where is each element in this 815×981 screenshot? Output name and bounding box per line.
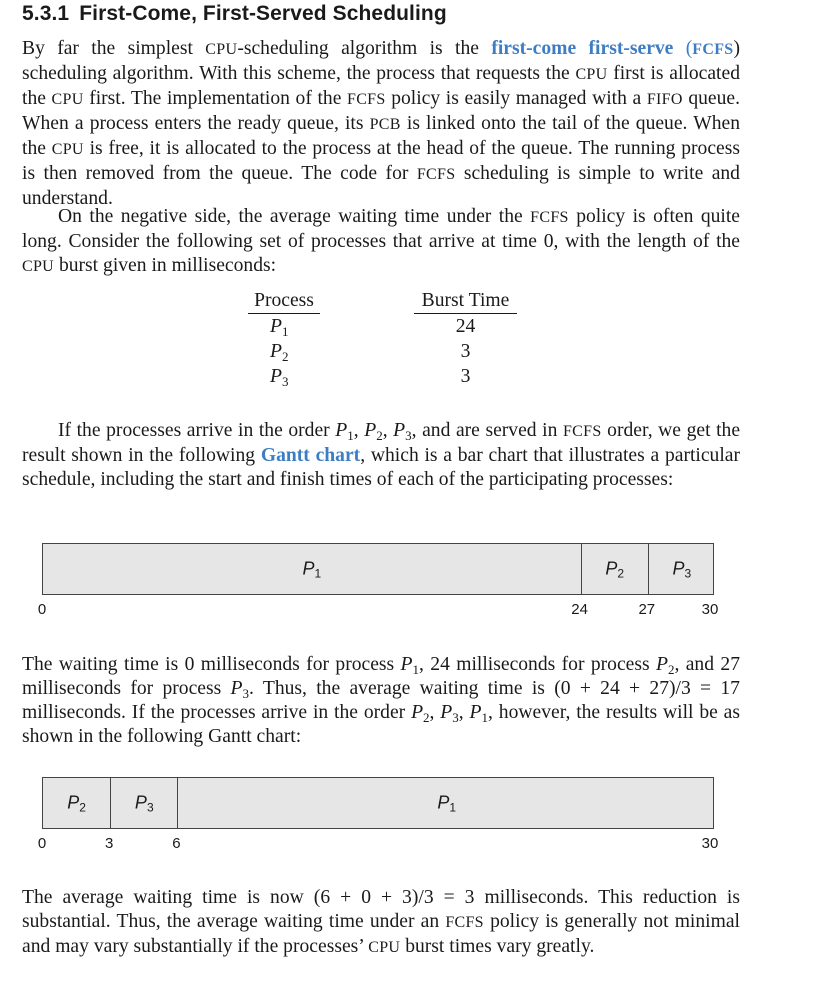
process-name: P <box>656 654 668 675</box>
text: policy is easily managed with a <box>391 88 642 109</box>
text: , <box>353 420 359 441</box>
process-name: P <box>437 792 450 813</box>
process-subscript: 3 <box>242 686 250 701</box>
text: , <box>458 702 464 723</box>
process-subscript: 1 <box>412 662 419 677</box>
acronym-fcfs: FCFS <box>347 91 386 108</box>
gantt-bar-label <box>437 793 456 814</box>
acronym-cpu: CPU <box>368 939 401 956</box>
process-name: P <box>411 702 424 723</box>
text: first. The implementation of the <box>89 88 342 109</box>
text: ( <box>685 38 693 59</box>
gantt-tick-label: 24 <box>571 601 588 618</box>
acronym-fcfs: FCFS <box>416 166 456 183</box>
process-name: P <box>672 558 685 579</box>
process-subscript: 1 <box>449 800 457 815</box>
process-name: P <box>230 678 243 699</box>
process-subscript: 1 <box>481 710 488 725</box>
acronym-pcb: PCB <box>369 116 401 133</box>
text: is free, it is allocated to the process at the head of the queue. The running process is then removed from the queue. The code for <box>22 138 740 184</box>
text: ) scheduling algorithm. With this scheme, the process that requests the <box>22 38 741 84</box>
text: , <box>429 702 435 723</box>
acronym-fcfs: FCFS <box>530 209 569 226</box>
gantt-bar-label <box>605 559 624 580</box>
text: scheduling is simple to write and understand. <box>22 163 740 209</box>
process-name: P <box>364 420 377 441</box>
acronym-fifo: FIFO <box>646 91 683 108</box>
text: is linked onto the tail of the queue. When the <box>22 113 740 159</box>
gantt-bar-label <box>135 793 154 814</box>
text: On the negative side, the average waiting time under the <box>58 206 523 227</box>
process-name: P <box>270 366 282 387</box>
text: first is allocated the <box>22 63 740 109</box>
process-subscript: 2 <box>617 566 625 581</box>
gantt-bar-label <box>302 559 321 580</box>
process-name: P <box>469 702 482 723</box>
section-heading <box>22 2 447 26</box>
paragraph-negative-side <box>22 205 740 279</box>
process-name: P <box>67 792 80 813</box>
process-name: P <box>302 558 315 579</box>
acronym-cpu: CPU <box>51 141 84 158</box>
gantt-bar-label <box>673 559 692 580</box>
process-name: P <box>440 702 453 723</box>
gantt-tick-label: 0 <box>37 601 47 618</box>
text: -scheduling algorithm is the <box>237 38 479 59</box>
process-subscript: 2 <box>79 800 86 815</box>
acronym-cpu: CPU <box>22 258 55 275</box>
column-header-burst-time: Burst Time <box>414 290 517 314</box>
acronym-cpu: CPU <box>205 41 238 58</box>
process-subscript: 2 <box>667 662 675 677</box>
text: burst given in milliseconds: <box>58 255 277 276</box>
burst-value: 3 <box>460 366 471 387</box>
text: The average waiting time is now (6 + 0 + 3)/3 = 3 milliseconds. This reduction is substantial. Thus, the average waiting time under an <box>22 887 740 932</box>
text: The waiting time is 0 milliseconds for process <box>22 654 395 675</box>
process-subscript: 2 <box>423 710 430 725</box>
process-name: P <box>400 654 413 675</box>
gantt-bar-p2 <box>43 778 110 828</box>
text: By far the simplest <box>22 38 193 59</box>
paragraph-conclusion <box>22 886 740 960</box>
text: , which is a bar chart that illustrates a particular schedule, including the start and finish times of each of the participating processes: <box>22 445 741 490</box>
process-subscript: 3 <box>146 800 154 815</box>
gantt-bar-p3 <box>648 544 715 594</box>
text: however, the results will be as shown in the following Gantt chart: <box>22 702 740 747</box>
gantt-bar-p3 <box>110 778 177 828</box>
process-name: P <box>605 558 618 579</box>
acronym-cpu: CPU <box>51 91 84 108</box>
section-number: 5.3.1 <box>22 2 70 25</box>
process-name: P <box>134 792 147 813</box>
process-subscript: 2 <box>376 428 383 443</box>
text: If the processes arrive in the order <box>58 420 330 441</box>
text: policy is generally not minimal and may vary substantially if the processes’ <box>22 911 740 957</box>
gantt-chart-fcfs <box>42 543 714 595</box>
paragraph-arrival-order <box>22 419 740 492</box>
table-row <box>248 339 320 364</box>
process-subscript: 3 <box>281 374 289 389</box>
term-gantt-chart: Gantt chart <box>260 445 361 466</box>
acronym-cpu: CPU <box>575 66 608 83</box>
burst-value: 24 <box>455 316 476 337</box>
process-subscript: 1 <box>347 428 354 443</box>
process-subscript: 1 <box>314 566 322 581</box>
process-column <box>248 290 320 389</box>
process-subscript: 2 <box>281 349 289 364</box>
table-row <box>248 314 320 339</box>
section-title: First-Come, First-Served Scheduling <box>79 2 447 25</box>
term-fcfs: FCFS <box>692 41 734 58</box>
process-name: P <box>393 420 406 441</box>
paragraph-waiting-time <box>22 653 740 749</box>
text: policy is often quite long. Consider the following set of processes that arrive at time 0, with the length of the <box>22 206 740 252</box>
process-name: P <box>335 420 348 441</box>
process-name: P <box>270 341 282 362</box>
text: order, we get the result shown in the following <box>22 420 741 466</box>
term-first-come-first-serve: first-come first-serve <box>491 38 674 59</box>
gantt-bar-p1 <box>43 544 581 594</box>
acronym-fcfs: FCFS <box>445 914 484 931</box>
column-header-process: Process <box>248 290 320 314</box>
gantt-tick-label: 27 <box>638 601 656 618</box>
process-subscript: 1 <box>281 324 289 339</box>
acronym-fcfs: FCFS <box>562 423 602 440</box>
text: , and are served in <box>411 420 558 441</box>
gantt-chart-reordered <box>42 777 714 829</box>
gantt-tick-label: 0 <box>37 835 47 852</box>
text: . Thus, the average waiting time is (0 + 24 + 27)/3 = 17 milliseconds. If the processes arrive in the order <box>22 678 740 723</box>
text: burst times vary greatly. <box>405 936 595 957</box>
text: , <box>488 702 493 723</box>
gantt-tick-label: 3 <box>105 835 114 852</box>
text: queue. When a process enters the ready queue, its <box>22 88 741 134</box>
table-row <box>248 364 320 389</box>
text: , and 27 milliseconds for process <box>22 654 740 699</box>
gantt-tick-label: 30 <box>701 835 719 852</box>
burst-value: 3 <box>460 341 471 362</box>
gantt-bar-p2 <box>581 544 648 594</box>
process-subscript: 3 <box>405 428 412 443</box>
text: , 24 milliseconds for process <box>419 654 650 675</box>
gantt-bar-p1 <box>177 778 715 828</box>
burst-column <box>414 290 517 389</box>
gantt-bar-label <box>67 793 86 814</box>
process-subscript: 3 <box>684 566 692 581</box>
process-subscript: 3 <box>452 710 459 725</box>
text: , <box>382 420 388 441</box>
gantt-tick-label: 6 <box>172 835 181 852</box>
process-name: P <box>270 316 282 337</box>
gantt-tick-label: 30 <box>701 601 719 618</box>
paragraph-fcfs-intro <box>22 37 740 211</box>
